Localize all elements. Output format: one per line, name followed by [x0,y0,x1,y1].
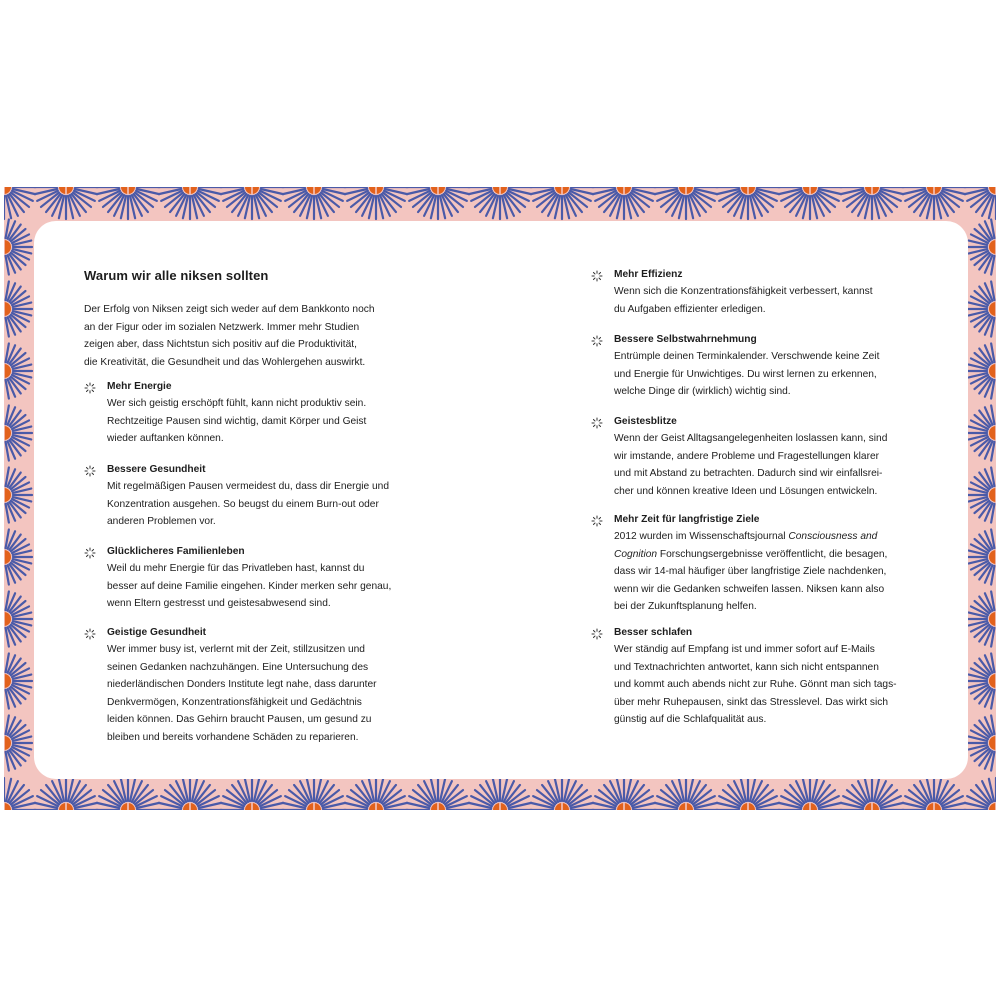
sunburst-motif [530,778,594,810]
sunburst-motif [968,467,996,522]
item-body [614,430,887,500]
sunburst-motif [220,187,284,219]
sunburst-motif [468,187,532,219]
sunburst-motif [4,219,32,274]
body-line: Wer immer busy ist, verlernt mit der Zeit, stillzusitzen und [107,644,365,655]
intro-line: zeigen aber, dass Nichtstun sich positiv auf die Produktivität, [84,339,357,350]
sunburst-motif [4,343,32,398]
body-line: Wenn der Geist Alltagsangelegenheiten loslassen kann, sind [614,433,888,444]
sunburst-motif [4,653,32,708]
item-body [107,395,366,448]
body-line: und kommt auch abends nicht zur Ruhe. Gönnt man sich tags- [614,679,897,690]
sunburst-motif [968,715,996,770]
sunburst-motif [840,778,904,810]
page-title: Warum wir alle niksen sollten [84,268,269,283]
sunburst-motif [968,343,996,398]
sun-bullet-icon [591,514,603,526]
sunburst-motif [716,778,780,810]
body-line: wenn Eltern gestresst und geistesabwesend sind. [107,598,331,609]
sunburst-motif [902,778,966,810]
sun-bullet-icon [84,381,96,393]
body-line: 2012 wurden im Wissenschaftsjournal Consciousness and [614,531,878,542]
sunburst-motif [34,187,98,219]
sunburst-motif [968,529,996,584]
sunburst-motif [592,187,656,219]
intro-line: die Kreativität, die Gesundheit und das Wohlergehen auswirkt. [84,356,366,368]
sunburst-motif [4,529,32,584]
sunburst-motif [778,187,842,219]
sunburst-motif [282,778,346,810]
sunburst-motif [96,187,160,219]
intro-line: Der Erfolg von Niksen zeigt sich weder auf dem Bankkonto noch [84,304,375,315]
sunburst-motif [968,653,996,708]
sunburst-motif [4,778,36,810]
sunburst-motif [4,281,32,336]
body-line: cher und können kreative Ideen und Lösungen entwickeln. [614,485,878,497]
sun-bullet-icon [591,627,603,639]
body-line: Entrümple deinen Terminkalender. Verschwende keine Zeit [614,351,880,362]
item-body [107,478,389,531]
sunburst-motif [34,778,98,810]
body-line: bei der Zukunftsplanung helfen. [614,601,757,612]
item-title: Besser schlafen [614,627,693,638]
body-line: leiden können. Das Gehirn braucht Pausen, um gesund zu [107,714,372,725]
body-line: niederländischen Donders Institute legt nahe, dass darunter [107,679,377,690]
body-line: Mit regelmäßigen Pausen vermeidest du, dass dir Energie und [107,481,390,492]
item-title: Geistige Gesundheit [107,627,207,638]
sun-bullet-icon [591,269,603,281]
sunburst-motif [158,187,222,219]
body-line: Wenn sich die Konzentrationsfähigkeit verbessert, kannst [614,286,873,297]
sunburst-motif [344,778,408,810]
item-body [107,560,391,613]
sunburst-motif [4,591,32,646]
sunburst-motif [220,778,284,810]
item-title: Mehr Effizienz [614,269,683,280]
sunburst-motif [406,778,470,810]
item-title: Mehr Zeit für langfristige Ziele [614,514,760,525]
body-line: anderen Problemen vor. [107,516,216,527]
body-line: Weil du mehr Energie für das Privatleben hast, kannst du [107,563,365,574]
item-body [614,528,887,616]
intro-line: an der Figur oder im sozialen Netzwerk. Immer mehr Studien [84,321,360,333]
sunburst-motif [406,187,470,219]
sun-bullet-icon [591,416,603,428]
sunburst-motif [4,405,32,460]
item-title: Bessere Selbstwahrnehmung [614,334,757,345]
sunburst-motif [964,778,996,810]
intro-paragraph [84,301,375,371]
body-line: besser auf deine Familie eingehen. Kinder merken sehr genau, [107,580,392,592]
body-line: Cognition Forschungsergebnisse veröffentlicht, die besagen, [614,548,888,560]
content-card [34,221,968,779]
body-line: und mit Abstand zu betrachten. Dadurch sind wir einfallsrei- [614,468,883,479]
body-line: bleiben und bereits vorhandene Schäden zu reparieren. [107,731,359,743]
sunburst-motif [654,187,718,219]
body-line: wir imstande, andere Probleme und Fragestellungen klarer [614,450,880,462]
body-line: wenn wir die Gedanken schweifen lassen. Niksen kann also [614,583,885,595]
body-line: über mehr Ruhepausen, sinkt das Stresslevel. Das wirkt sich [614,696,889,708]
sunburst-motif [4,187,36,219]
body-line: Wer ständig auf Empfang ist und immer sofort auf E-Mails [614,644,875,655]
body-line: welche Dinge dir (wirklich) wichtig sind. [614,386,791,397]
sunburst-motif [4,467,32,522]
sunburst-motif [968,591,996,646]
sun-bullet-icon [591,334,603,346]
sunburst-motif [4,715,32,770]
item-title: Mehr Energie [107,381,172,392]
body-line: du Aufgaben effizienter erledigen. [614,303,766,315]
item-title: Glücklicheres Familienleben [107,546,245,557]
body-line: Wer sich geistig erschöpft fühlt, kann nicht produktiv sein. [107,398,367,409]
sunburst-motif [964,187,996,219]
sunburst-motif [344,187,408,219]
sunburst-motif [468,778,532,810]
sunburst-motif [778,778,842,810]
item-body [614,641,897,729]
sunburst-motif [968,405,996,460]
body-line: dass wir 14-mal häufiger über langfristige Ziele nachdenken, [614,566,887,577]
sunburst-motif [592,778,656,810]
body-line: Konzentration ausgehen. So beugst du einem Burn-out oder [107,498,379,510]
sunburst-motif [840,187,904,219]
item-body [107,641,377,746]
body-line: und Energie für Unwichtiges. Du wirst lernen zu erkennen, [614,368,877,380]
sunburst-motif [158,778,222,810]
sun-bullet-icon [84,464,96,476]
sunburst-motif [716,187,780,219]
item-title: Bessere Gesundheit [107,464,206,475]
body-line: seinen Gedanken nachzuhängen. Eine Untersuchung des [107,661,369,673]
body-line: Denkvermögen, Konzentrationsfähigkeit und Gedächtnis [107,696,362,708]
item-body [614,283,873,318]
sunburst-motif [902,187,966,219]
sunburst-motif [96,778,160,810]
sun-bullet-icon [84,546,96,558]
sunburst-motif [968,219,996,274]
body-line: wieder auftanken können. [107,433,224,444]
sunburst-motif [654,778,718,810]
body-line: und Textnachrichten antwortet, kann sich nicht entspannen [614,661,879,673]
item-body [614,348,879,401]
sunburst-motif [968,281,996,336]
sunburst-motif [530,187,594,219]
item-title: Geistesblitze [614,416,677,427]
body-line: günstig auf die Schlafqualität aus. [614,714,767,725]
sunburst-motif [282,187,346,219]
sun-bullet-icon [84,627,96,639]
body-line: Rechtzeitige Pausen sind wichtig, damit Körper und Geist [107,415,367,427]
